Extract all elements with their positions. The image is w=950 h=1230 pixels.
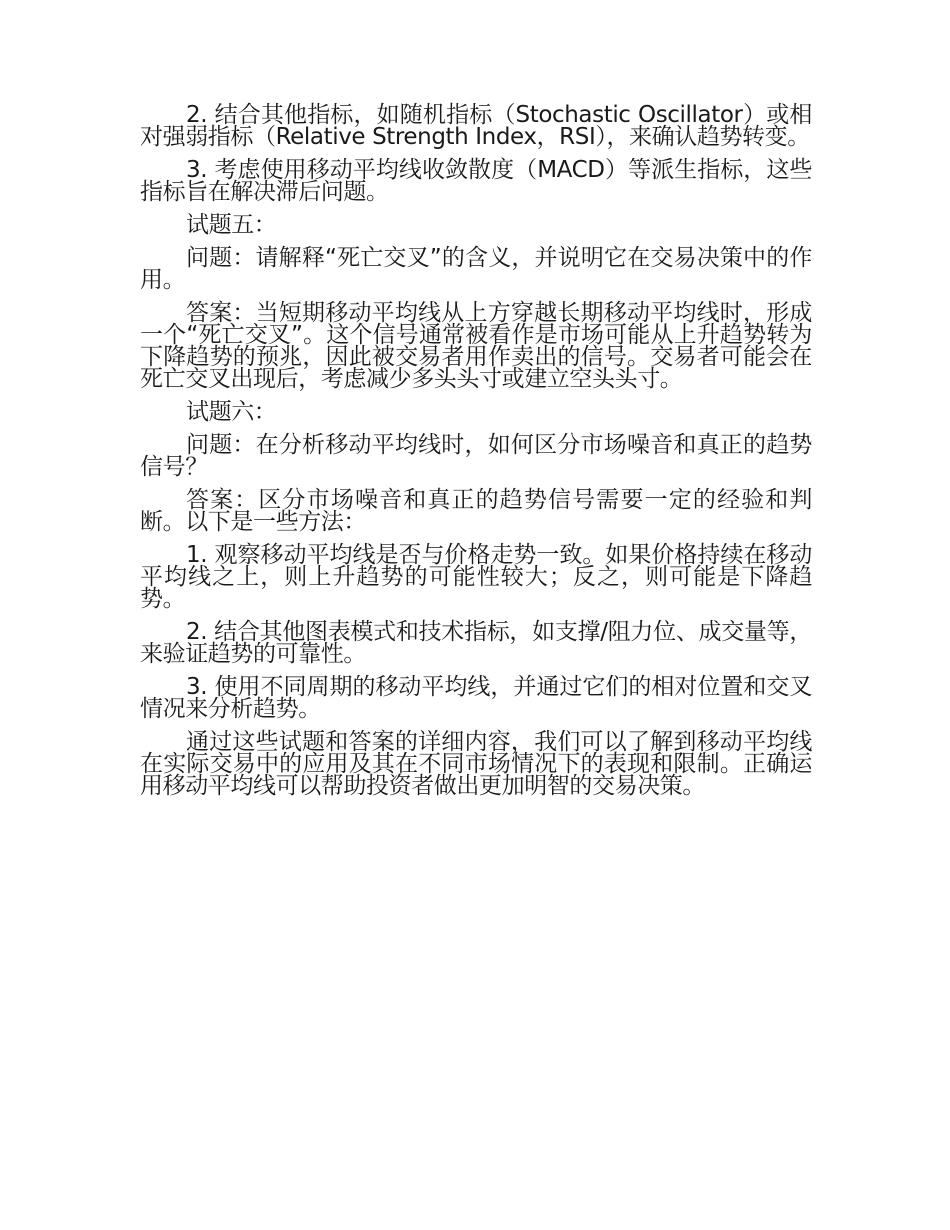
conclusion-paragraph: 通过这些试题和答案的详细内容，我们可以了解到移动平均线在实际交易中的应用及其在不同市场情况下的表现和限制。正确运用移动平均线可以帮助投资者做出更加明智的交易决策。	[140, 729, 812, 799]
method-item-1: 1. 观察移动平均线是否与价格走势一致。如果价格持续在移动平均线之上，则上升趋势的可能性较大；反之，则可能是下降趋势。	[140, 542, 812, 612]
question-five-heading: 试题五：	[186, 212, 277, 238]
paragraph-macd-suggestion: 3. 考虑使用移动平均线收敛散度（MACD）等派生指标，这些指标旨在解决滞后问题。	[140, 157, 812, 205]
document-body	[140, 104, 812, 808]
method-item-2: 2. 结合其他图表模式和技术指标，如支撑/阻力位、成交量等，来验证趋势的可靠性。	[140, 619, 812, 667]
question-five-question: 问题：请解释“死亡交叉”的含义，并说明它在交易决策中的作用。	[140, 245, 812, 293]
question-five-answer: 答案：当短期移动平均线从上方穿越长期移动平均线时，形成一个“死亡交叉”。这个信号通常被看作是市场可能从上升趋势转为下降趋势的预兆，因此被交易者用作卖出的信号。交易者可能会在死亡交叉出现后，考虑减少多头头寸或建立空头头寸。	[140, 300, 812, 392]
method-item-3: 3. 使用不同周期的移动平均线，并通过它们的相对位置和交叉情况来分析趋势。	[140, 674, 812, 722]
paragraph-indicator-combination: 2. 结合其他指标，如随机指标（Stochastic Oscillator）或相对强弱指标（Relative Strength Index，RSI），来确认趋势转变。	[140, 102, 812, 150]
question-six-question: 问题：在分析移动平均线时，如何区分市场噪音和真正的趋势信号？	[140, 432, 812, 480]
question-six-heading: 试题六：	[186, 399, 277, 425]
question-six-answer: 答案：区分市场噪音和真正的趋势信号需要一定的经验和判断。以下是一些方法：	[140, 487, 812, 535]
